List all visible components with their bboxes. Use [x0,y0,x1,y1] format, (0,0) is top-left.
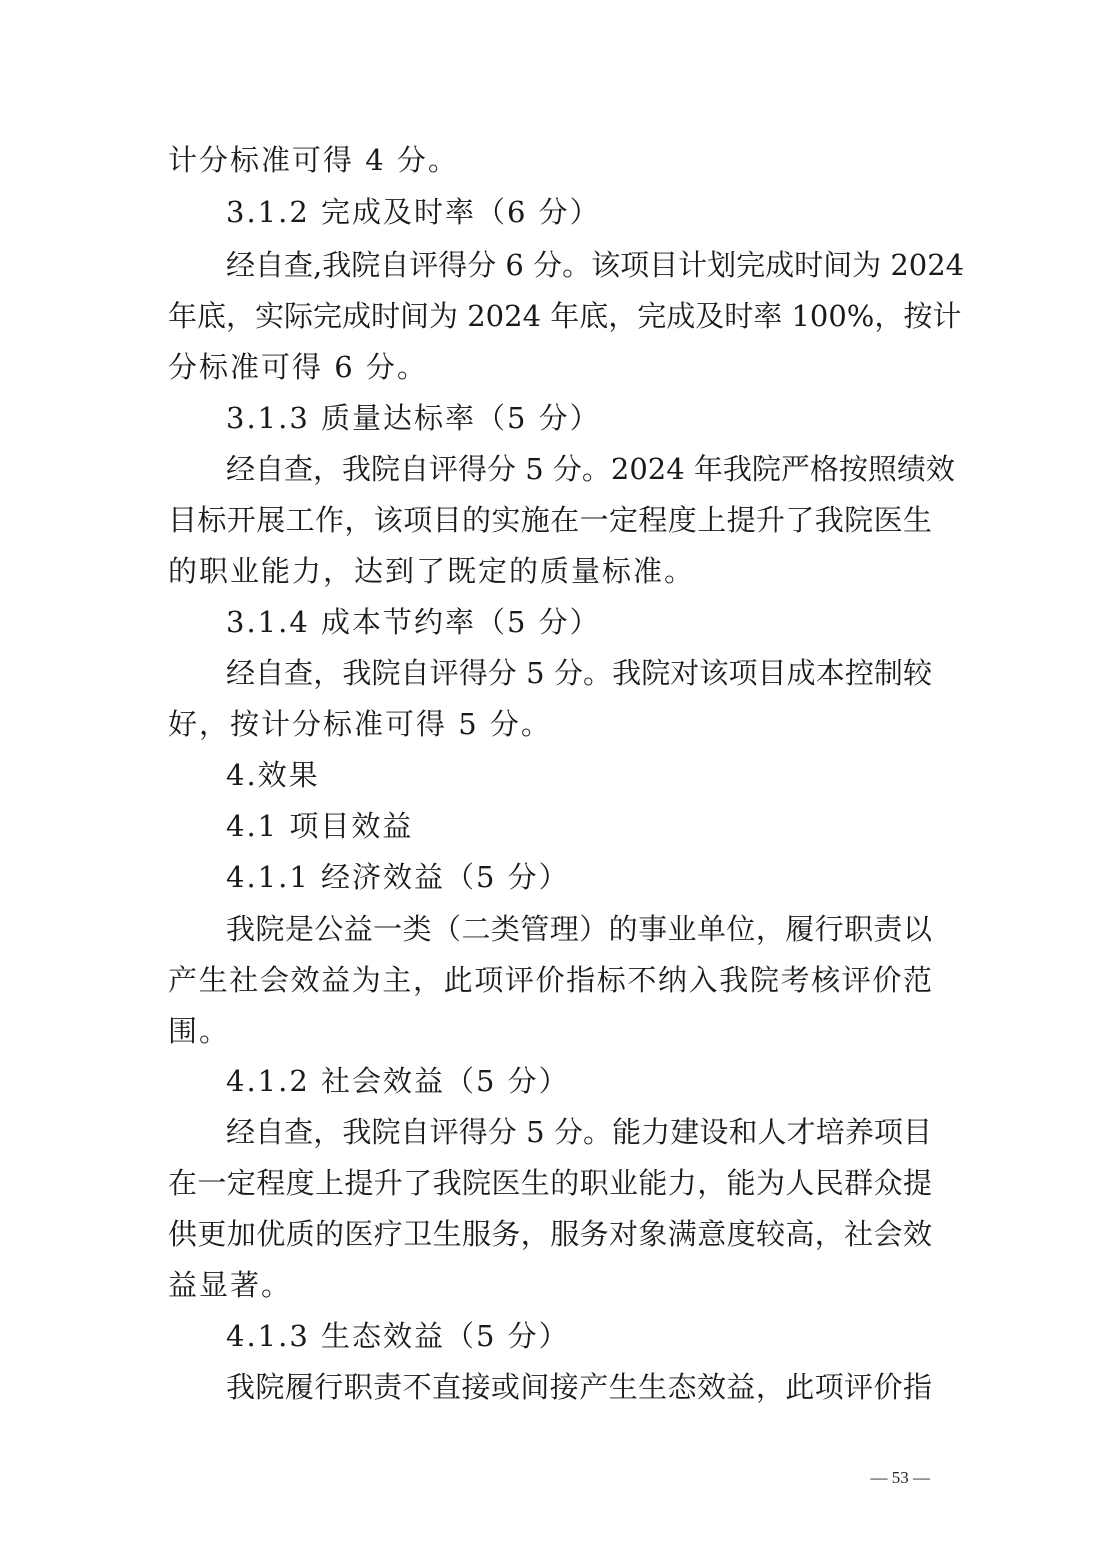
section-heading: 3.1.4 成本节约率（5 分） [226,605,601,639]
section-heading: 4.1 项目效益 [226,809,414,843]
body-line: 我院履行职责不直接或间接产生生态效益，此项评价指 [226,1370,932,1404]
body-line: 好，按计分标准可得 5 分。 [168,707,552,741]
body-line: 我院是公益一类（二类管理）的事业单位，履行职责以 [226,912,932,946]
body-line: 目标开展工作，该项目的实施在一定程度上提升了我院医生 [168,503,932,537]
body-line: 经自查,我院自评得分 6 分。该项目计划完成时间为 2024 [226,248,965,282]
body-line: 产生社会效益为主，此项评价指标不纳入我院考核评价范 [168,963,932,997]
body-line: 在一定程度上提升了我院医生的职业能力，能为人民群众提 [168,1166,932,1200]
body-line: 经自查，我院自评得分 5 分。能力建设和人才培养项目 [226,1115,932,1149]
body-line: 益显著。 [168,1268,293,1302]
body-line: 的职业能力，达到了既定的质量标准。 [168,554,696,588]
section-heading: 3.1.2 完成及时率（6 分） [226,195,601,229]
section-heading: 4.效果 [226,758,320,792]
page-number: — 53 — [870,1468,930,1487]
body-line: 计分标准可得 4 分。 [168,143,459,177]
body-line: 分标准可得 6 分。 [168,350,428,384]
body-line: 供更加优质的医疗卫生服务，服务对象满意度较高，社会效 [168,1217,932,1251]
body-line: 经自查，我院自评得分 5 分。我院对该项目成本控制较 [226,656,932,690]
body-line: 经自查，我院自评得分 5 分。2024 年我院严格按照绩效 [226,452,955,486]
section-heading: 4.1.3 生态效益（5 分） [226,1319,570,1353]
section-heading: 3.1.3 质量达标率（5 分） [226,401,601,435]
body-line: 年底，实际完成时间为 2024 年底，完成及时率 100%，按计 [168,299,962,333]
section-heading: 4.1.1 经济效益（5 分） [226,860,570,894]
body-line: 围。 [168,1014,231,1048]
section-heading: 4.1.2 社会效益（5 分） [226,1064,570,1098]
